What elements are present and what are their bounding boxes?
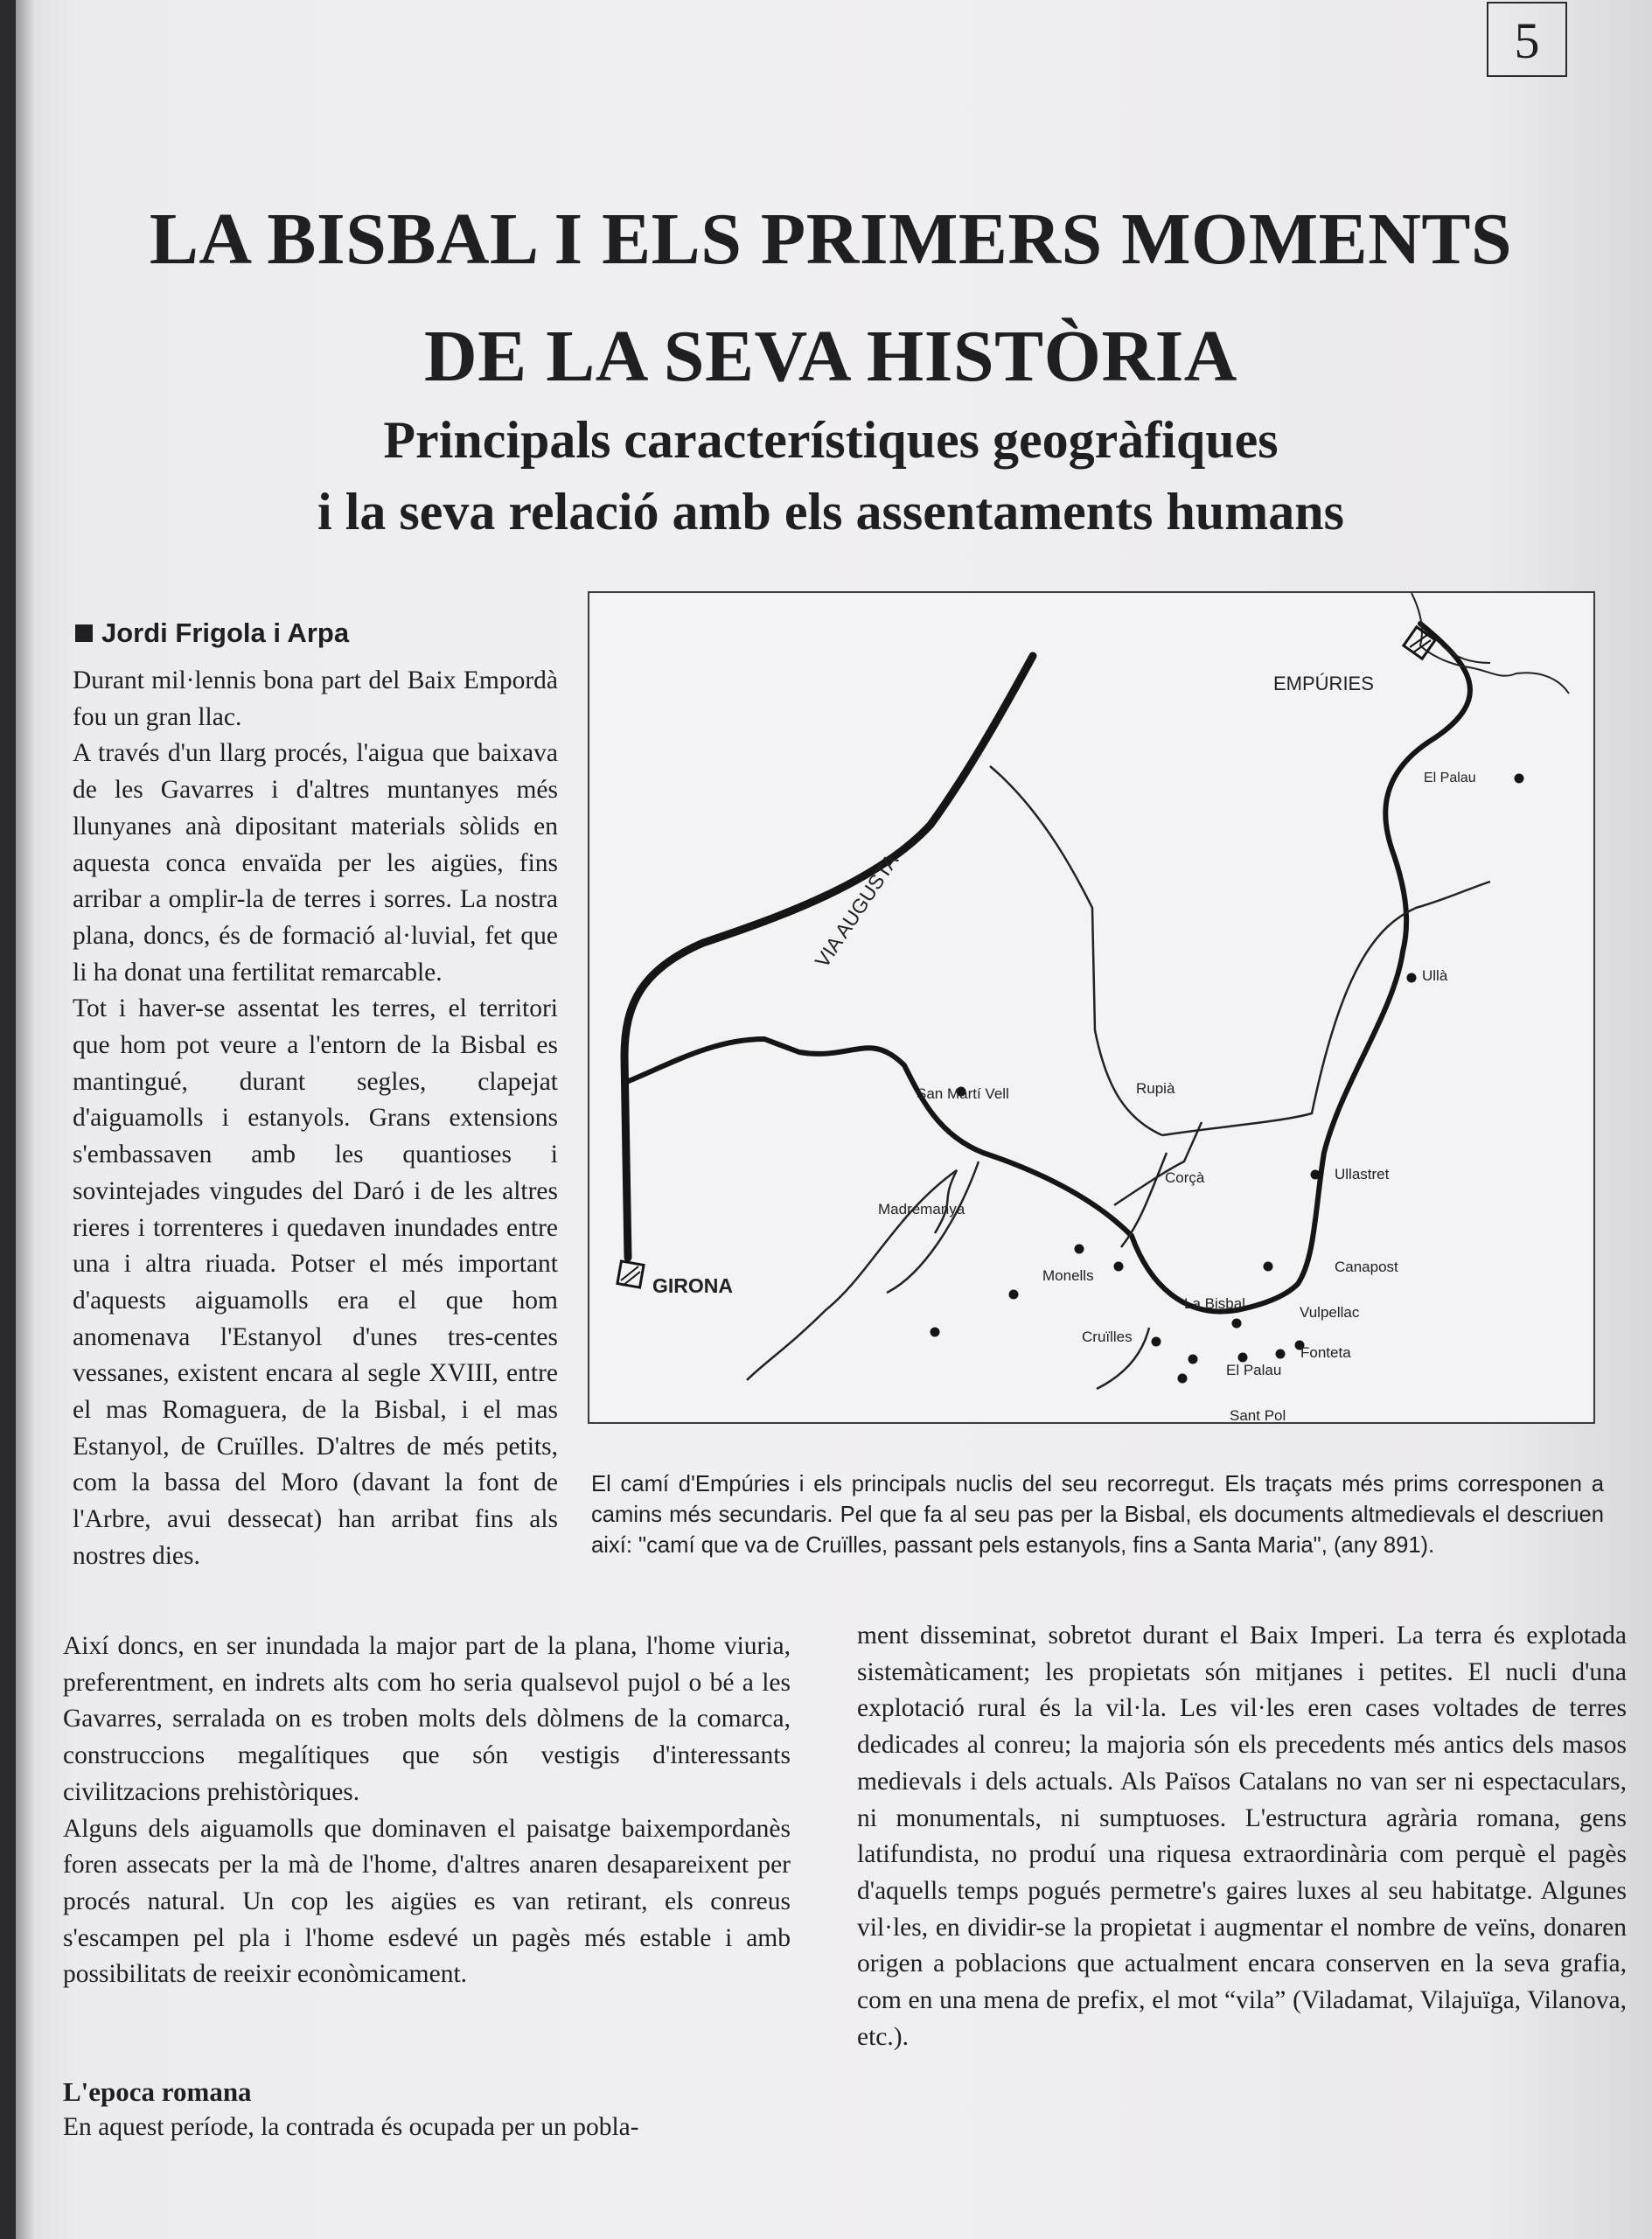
map-label-madremanya: Madremanya	[878, 1201, 965, 1217]
map-label-el-palau-south: El Palau	[1226, 1362, 1282, 1378]
map-label-ullastret: Ullastret	[1335, 1166, 1390, 1182]
article-title-line-2: DE LA SEVA HISTÒRIA	[424, 316, 1237, 397]
paragraph: Així doncs, en ser inundada la major part de la plana, l'home viuria, preferentment, en indrets alts com ho seria qualsevol pujol o bé a les Gavarres, serralada on es troben molts dels dòlmens de la comarca, construccions megalítiques que són vestigis d'interessants civilitzacions prehistòriques.	[63, 1632, 791, 1806]
page-number: 5	[1487, 2, 1567, 77]
page-binding-shadow	[0, 0, 16, 2239]
map-label-san-marti-vell: San Martí Vell	[917, 1085, 1009, 1102]
article-title-line-1: LA BISBAL I ELS PRIMERS MOMENTS	[149, 199, 1513, 280]
section-heading: L'epoca romana	[63, 2076, 252, 2107]
author-byline	[75, 617, 349, 649]
map-label-cruilles: Cruïlles	[1082, 1329, 1133, 1345]
paragraph: A través d'un llarg procés, l'aigua que baixava de les Gavarres i d'altres muntanyes més llunyanes anà dipositant materials sòlids en aquesta conca envaïda per les aigües, fins arribar a omplir-la de terres i sorres. La nostra plana, doncs, és de formació al·luvial, fet que li ha donat una fertilitat remarcable.	[73, 739, 558, 987]
paragraph: Durant mil·lennis bona part del Baix Empordà fou un gran llac.	[73, 666, 558, 731]
map-label-canapost: Canapost	[1335, 1259, 1398, 1275]
section-text: En aquest període, la contrada és ocupada per un pobla-	[63, 2113, 639, 2141]
map-label-rupia: Rupià	[1136, 1080, 1175, 1097]
page-binding-gradient	[16, 0, 33, 2239]
map-label-ulla: Ullà	[1422, 967, 1448, 984]
bottom-left-column-text	[63, 1629, 791, 1993]
left-column-text	[73, 663, 558, 1575]
map-label-fonteta: Fonteta	[1300, 1344, 1351, 1361]
bullet-square-icon	[75, 624, 93, 642]
map-label-vulpellac: Vulpellac	[1300, 1304, 1360, 1321]
map-label-la-bisbal: La Bisbal	[1184, 1295, 1245, 1312]
map-label-sant-pol: Sant Pol	[1230, 1407, 1286, 1422]
article-subtitle-line-2: i la seva relació amb els assentaments humans	[317, 483, 1344, 541]
map-label-empuries: EMPÚRIES	[1273, 673, 1374, 694]
paragraph: Alguns dels aiguamolls que dominaven el paisatge baixempordanès foren assecats per la mà de l'home, d'altres anaren desapareixent per procés natural. Un cop les aigües es van retirant, els conreus s'escampen pel pla i l'home esdevé un pagès més estable i amb possibilitats de reeixir econòmicament.	[63, 1814, 791, 1989]
map-label-el-palau-north: El Palau	[1424, 771, 1476, 785]
girona-marker-icon	[617, 1261, 644, 1287]
bottom-right-column-text: ment disseminat, sobretot durant el Baix Imperi. La terra és explotada sistemàticament; les propietats són mitjanes i petites. El nucli d'una explotació rural és la vil·la. Les vil·les eren cases voltades de terres dedicades al conreu; la majoria són els precedents més antics dels masos medievals i dels actuals. Als Països Catalans no van ser ni espectaculars, ni monumentals, ni sumptuoses. L'estructura agrària romana, gens latifundista, no produí una riquesa extraordinària com perquè el pagès d'aquells temps pogués permetre's gaires luxes al seu habitatge. Algunes vil·les, en dividir-se la propietat i augmentar el nombre de veïns, donaren origen a poblacions que actualment encara conserven en la seva grafia, com en una mena de prefix, el mot “vila” (Viladamat, Vilajuïga, Vilanova, etc.).	[857, 1622, 1627, 2051]
map-figure	[588, 591, 1595, 1424]
author-name: Jordi Frigola i Arpa	[101, 617, 350, 648]
map-label-via-augusta: VIA AUGUSTA	[810, 849, 903, 972]
map-town-dots	[931, 774, 1524, 1384]
map-label-monells: Monells	[1042, 1267, 1094, 1284]
map-label-girona: GIRONA	[652, 1274, 733, 1297]
paragraph: Tot i haver-se assentat les terres, el territori que hom pot veure a l'entorn de la Bisbal es mantingué, durant segles, clapejat d'aiguamolls i estanyols. Grans extensions s'embassaven amb les quantioses i sovintejades vingudes del Daró i de les altres rieres i torrenteres i quedaven inundades entre una i altra riuada. Potser el més important d'aquests aiguamolls era el que hom anomenava l'Estanyol d'unes tres-centes vessanes, existent encara al segle XVIII, entre el mas Romaguera, de la Bisbal, i el mas Estanyol, de Cruïlles. D'altres de més petits, com la bassa del Moro (davant la font de l'Arbre, avui dessecat) han arribat fins als nostres dies.	[73, 994, 558, 1570]
route-map	[589, 593, 1593, 1422]
map-caption: El camí d'Empúries i els principals nuclis del seu recorregut. Els traçats més prims corresponen a camins més secundaris. Pel que fa al seu pas per la Bisbal, els documents altmedievals el descriuen així: "camí que va de Cruïlles, passant pels estanyols, fins a Santa Maria", (any 891).	[591, 1472, 1604, 1558]
map-label-corca: Corçà	[1165, 1169, 1205, 1186]
article-subtitle-line-1: Principals característiques geogràfiques	[383, 411, 1279, 469]
